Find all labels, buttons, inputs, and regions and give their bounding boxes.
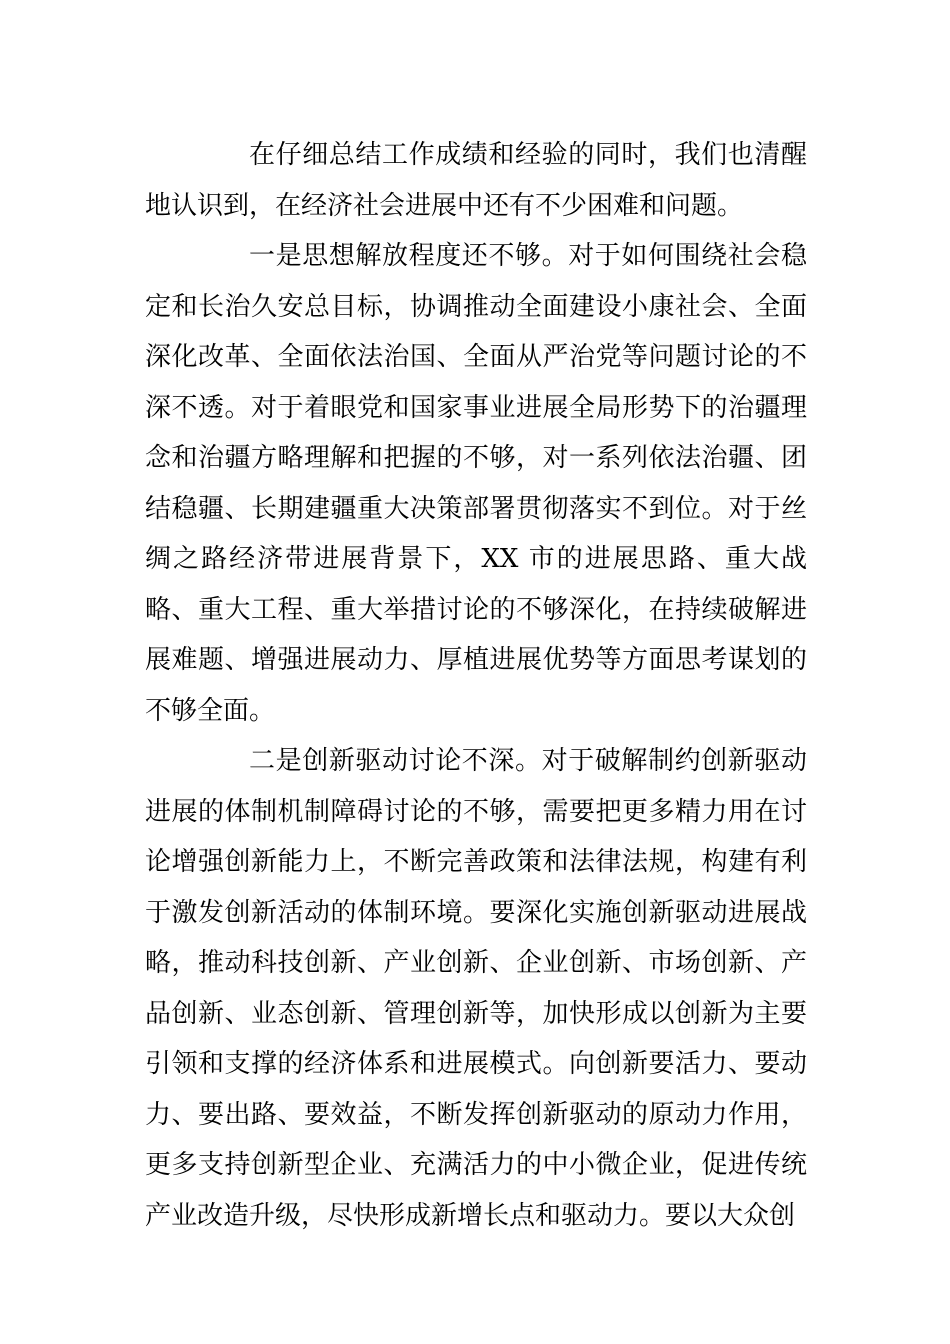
- paragraph-point-two: 二是创新驱动讨论不深。对于破解制约创新驱动进展的体制机制障碍讨论的不够，需要把更多精力用在讨论增强创新能力上，不断完善政策和法律法规，构建有利于激发创新活动的体制环境。要深化实施创新驱动进展战略，推动科技创新、产业创新、企业创新、市场创新、产品创新、业态创新、管理创新等，加快形成以创新为主要引领和支撑的经济体系和进展模式。向创新要活力、要动力、要出路、要效益，不断发挥创新驱动的原动力作用，更多支持创新型企业、充满活力的中小微企业，促进传统产业改造升级，尽快形成新增长点和驱动力。要以大众创: [145, 746, 807, 1231]
- document-body: [145, 130, 807, 1241]
- paragraph-point-one: 一是思想解放程度还不够。对于如何围绕社会稳定和长治久安总目标，协调推动全面建设小康社会、全面深化改革、全面依法治国、全面从严治党等问题讨论的不深不透。对于着眼党和国家事业进展全局形势下的治疆理念和治疆方略理解和把握的不够，对一系列依法治疆、团结稳疆、长期建疆重大决策部署贯彻落实不到位。对于丝绸之路经济带进展背景下，XX 市的进展思路、重大战略、重大工程、重大举措讨论的不够深化，在持续破解进展难题、增强进展动力、厚植进展优势等方面思考谋划的不够全面。: [145, 241, 807, 726]
- paragraph-intro: 在仔细总结工作成绩和经验的同时，我们也清醒地认识到，在经济社会进展中还有不少困难和问题。: [145, 140, 807, 221]
